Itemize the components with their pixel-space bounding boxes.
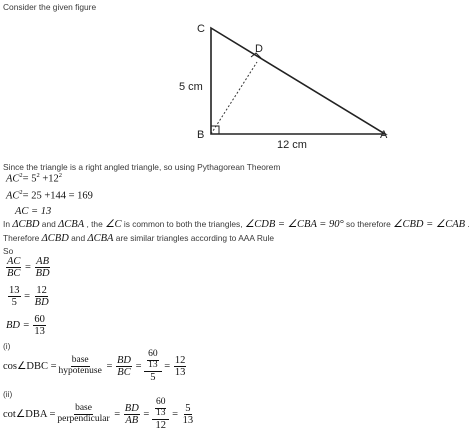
vertex-label-d: D <box>255 43 263 55</box>
sim-math-2: ΔCBA <box>58 219 85 230</box>
part-i-num4: 12 <box>174 354 186 366</box>
bd-lhs: BD = <box>6 320 30 332</box>
part-ii-num4: 5 <box>185 402 191 414</box>
ratio-equation-2: $\frac{13}{5}$ = $\frac{12}{BD}$ <box>9 285 49 309</box>
sim-text-6: . <box>465 219 470 229</box>
sim-math-4: ∠CDB = ∠CBA = 90° <box>244 219 344 230</box>
ratio1-den-left: BC <box>7 268 21 280</box>
part-ii-num3a: 60 <box>155 397 166 407</box>
part-i-label: (i) <box>3 341 11 351</box>
part-ii-den2: AB <box>125 414 139 426</box>
sim-math-3: ∠C <box>105 219 122 230</box>
sim2-text-1: Therefore <box>3 233 42 243</box>
part-ii-den3: 12 <box>155 419 166 431</box>
sim2-math-2: ΔCBA <box>87 233 114 244</box>
triangle-abc <box>211 28 385 134</box>
part-i-func: cos∠DBC = <box>3 361 57 373</box>
part-i-num3a: 60 <box>148 349 158 359</box>
triangle-figure <box>165 18 405 150</box>
so-text: So <box>3 246 14 256</box>
part-ii-label: (ii) <box>3 389 13 399</box>
ratio2-num-left: 13 <box>9 285 20 296</box>
part-ii-num1: base <box>75 403 92 413</box>
part-ii-func: cot∠DBA = <box>3 409 56 421</box>
part-ii-equation: cot∠DBA = $\frac{\text{base}}{\text{perpendicular}}$ = $\frac{BD}{AB}$ = $\frac{\frac{60}{13}}{12}$ = $\frac{5}{13}$ <box>3 397 194 431</box>
ratio1-num-right: AB <box>36 256 49 267</box>
vertex-label-a: A <box>380 129 388 141</box>
ratio2-den-left: 5 <box>11 297 17 309</box>
sim-text-3: , the <box>84 219 106 229</box>
vertex-label-c: C <box>197 23 205 35</box>
similarity-line-1 <box>3 218 470 230</box>
sim2-text-3: are similar triangles according to AAA Rule <box>113 233 275 243</box>
pythagoras-intro: Since the triangle is a right angled triangle, so using Pythagorean Theorem <box>3 162 281 172</box>
equation-2: $AC^2= 25 +144 = 169$ <box>6 189 93 202</box>
part-i-den3: 5 <box>150 371 156 383</box>
ratio2-den-right: BD <box>34 297 49 309</box>
eq1-plus: +12 <box>39 173 59 185</box>
eq2-rhs: = 25 +144 = 169 <box>22 190 93 202</box>
altitude-bd <box>211 62 257 134</box>
intro-text: Consider the given figure <box>3 2 97 12</box>
sim-text-1: In <box>3 219 13 229</box>
ratio1-den-right: BD <box>35 268 50 280</box>
bd-den: 13 <box>34 326 45 338</box>
side-label-ba: 12 cm <box>277 139 307 150</box>
similarity-line-2 <box>3 233 274 244</box>
sim2-text-2: and <box>68 233 88 243</box>
part-i-equation: cos∠DBC = $\frac{\text{base}}{\text{hypotenuse}}$ = $\frac{BD}{BC}$ = $\frac{\frac{60}{13}}{5}$ = $\frac{12}{13}$ <box>3 349 186 383</box>
ratio-equation-1: $\frac{AC}{BC}$ = $\frac{AB}{BD}$ <box>7 256 50 280</box>
part-i-den2: BC <box>117 366 131 378</box>
part-i-den1: hypotenuse <box>58 365 102 376</box>
eq2-lhs: AC <box>6 190 20 202</box>
part-ii-den1: perpendicular <box>57 413 110 424</box>
ratio1-num-left: AC <box>7 256 21 267</box>
sim-math-1: ΔCBD <box>12 219 40 230</box>
part-i-num3b: 13 <box>148 359 158 370</box>
ratio2-num-right: 12 <box>36 285 47 296</box>
sim-text-2: and <box>39 219 59 229</box>
part-i-den4: 13 <box>174 366 186 378</box>
sim-text-5: so therefore <box>343 219 394 229</box>
part-ii-den4: 13 <box>182 414 194 426</box>
sim2-math-1: ΔCBD <box>41 233 69 244</box>
bd-result <box>6 314 47 337</box>
part-i-num1: base <box>71 355 89 365</box>
side-label-bc: 5 cm <box>179 81 203 93</box>
sim-math-5: ∠CBD = ∠CAB <box>393 219 466 230</box>
sim-text-4: is common to both the triangles, <box>121 219 245 229</box>
bd-num: 60 <box>34 314 45 325</box>
part-ii-num3b: 13 <box>155 407 166 418</box>
equation-3: AC = 13 <box>15 206 52 217</box>
equation-1: $AC^2= 5^2 +12^2$ <box>6 172 63 185</box>
part-i-num2: BD <box>117 354 131 366</box>
eq1-rhs: = 5 <box>22 173 37 185</box>
vertex-label-b: B <box>197 129 205 141</box>
eq1-lhs: AC <box>6 173 20 185</box>
part-ii-num2: BD <box>124 402 139 414</box>
